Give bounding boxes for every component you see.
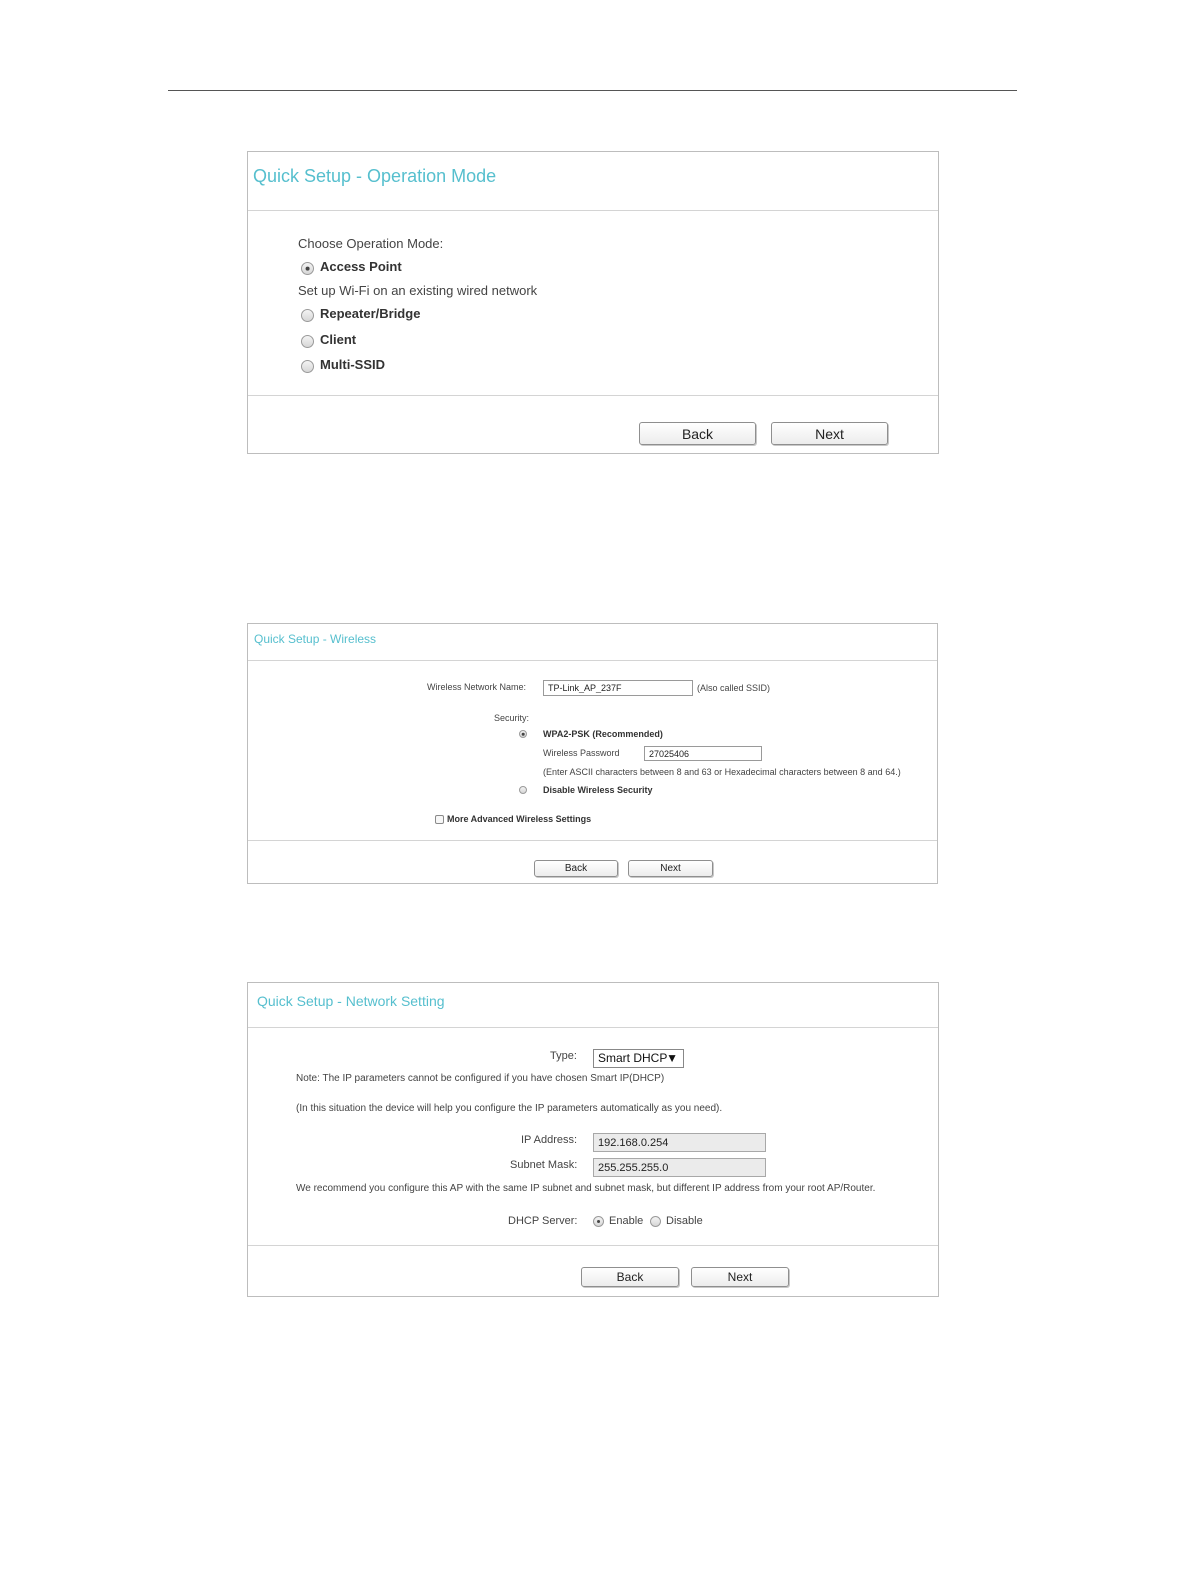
ssid-input[interactable] bbox=[543, 680, 693, 696]
wpa2-psk-label[interactable]: WPA2-PSK (Recommended) bbox=[543, 729, 663, 739]
type-select-value: Smart DHCP bbox=[598, 1051, 668, 1065]
back-button[interactable]: Back bbox=[581, 1267, 679, 1287]
repeater-bridge-radio[interactable] bbox=[301, 309, 314, 322]
client-radio[interactable] bbox=[301, 335, 314, 348]
header-divider bbox=[248, 660, 937, 661]
advanced-settings-label[interactable]: More Advanced Wireless Settings bbox=[447, 814, 592, 824]
disable-security-radio[interactable] bbox=[519, 786, 527, 794]
ip-address-input[interactable] bbox=[593, 1133, 766, 1152]
access-point-description: Set up Wi-Fi on an existing wired network bbox=[298, 283, 538, 298]
dhcp-server-label: DHCP Server: bbox=[508, 1215, 578, 1227]
subnet-mask-label: Subnet Mask: bbox=[510, 1159, 578, 1171]
ssid-label: Wireless Network Name: bbox=[427, 682, 527, 692]
multi-ssid-radio[interactable] bbox=[301, 360, 314, 373]
wireless-panel bbox=[247, 623, 938, 884]
next-button[interactable]: Next bbox=[771, 422, 888, 445]
panel-title: Quick Setup - Operation Mode bbox=[253, 166, 497, 186]
chevron-down-icon: ▼ bbox=[666, 1051, 678, 1065]
operation-mode-panel bbox=[247, 151, 939, 454]
repeater-bridge-label[interactable]: Repeater/Bridge bbox=[320, 306, 421, 321]
note-line-2: (In this situation the device will help you configure the IP parameters automatically as you need). bbox=[296, 1103, 723, 1114]
next-button[interactable]: Next bbox=[628, 860, 713, 877]
multi-ssid-label[interactable]: Multi-SSID bbox=[320, 357, 385, 372]
ip-address-label: IP Address: bbox=[521, 1134, 578, 1146]
password-label: Wireless Password bbox=[543, 748, 620, 758]
security-label: Security: bbox=[494, 713, 530, 723]
panel-title: Quick Setup - Wireless bbox=[254, 632, 377, 646]
page-top-rule bbox=[168, 90, 1017, 91]
header-divider bbox=[248, 210, 938, 211]
network-setting-panel bbox=[247, 982, 939, 1297]
password-input[interactable] bbox=[644, 746, 762, 761]
next-button[interactable]: Next bbox=[691, 1267, 789, 1287]
dhcp-disable-radio[interactable] bbox=[650, 1216, 661, 1227]
footer-divider bbox=[248, 840, 937, 841]
subnet-mask-input[interactable] bbox=[593, 1158, 766, 1177]
back-button[interactable]: Back bbox=[534, 860, 618, 877]
disable-security-label[interactable]: Disable Wireless Security bbox=[543, 785, 653, 795]
access-point-radio[interactable] bbox=[301, 262, 314, 275]
dhcp-enable-label[interactable]: Enable bbox=[609, 1215, 644, 1227]
panel-title: Quick Setup - Network Setting bbox=[257, 993, 445, 1009]
ssid-hint: (Also called SSID) bbox=[697, 683, 771, 693]
footer-divider bbox=[248, 1245, 938, 1246]
choose-mode-label: Choose Operation Mode: bbox=[298, 236, 444, 251]
type-select[interactable] bbox=[593, 1049, 684, 1068]
password-hint: (Enter ASCII characters between 8 and 63 or Hexadecimal characters between 8 and 64.) bbox=[543, 767, 901, 777]
type-label: Type: bbox=[550, 1050, 577, 1062]
note-line-1: Note: The IP parameters cannot be configured if you have chosen Smart IP(DHCP) bbox=[296, 1073, 665, 1084]
client-label[interactable]: Client bbox=[320, 332, 357, 347]
footer-divider bbox=[248, 395, 938, 396]
recommend-note: We recommend you configure this AP with the same IP subnet and subnet mask, but different IP address from your root AP/Router. bbox=[296, 1183, 876, 1194]
dhcp-enable-radio[interactable] bbox=[593, 1216, 604, 1227]
access-point-label[interactable]: Access Point bbox=[320, 259, 402, 274]
back-button[interactable]: Back bbox=[639, 422, 756, 445]
dhcp-disable-label[interactable]: Disable bbox=[666, 1215, 703, 1227]
header-divider bbox=[248, 1027, 938, 1028]
wpa2-psk-radio[interactable] bbox=[519, 730, 527, 738]
advanced-settings-checkbox[interactable] bbox=[435, 815, 444, 824]
